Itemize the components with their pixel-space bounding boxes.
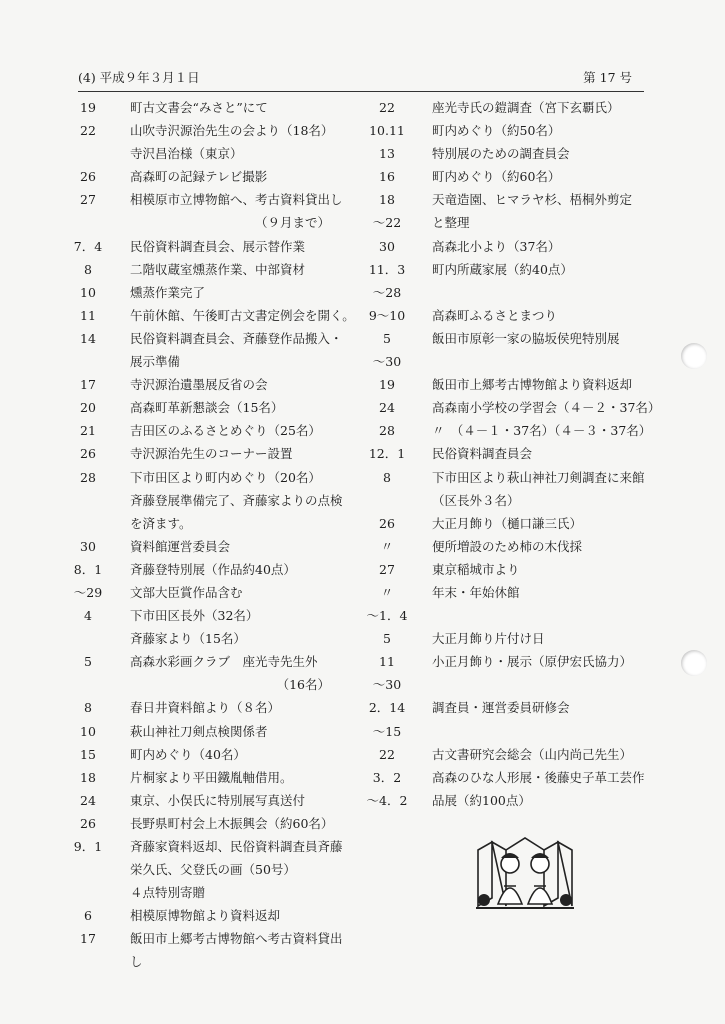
entry-text: 高森町革新懇談会（15名）	[130, 400, 284, 416]
punch-hole	[681, 650, 707, 676]
entry-date: 11．3	[368, 261, 406, 277]
entry-date: 14	[80, 330, 96, 346]
log-entry	[60, 720, 360, 743]
entry-text: 斉藤登特別展（作品約40点）	[130, 561, 296, 577]
entry-text: 寺沢源治先生のコーナー設置	[130, 446, 293, 462]
log-entry	[60, 904, 360, 927]
log-entry	[60, 673, 360, 696]
entry-date: 13	[379, 146, 395, 162]
entry-text: 斉藤登展準備完了、斉藤家よりの点検	[130, 492, 343, 508]
log-entry	[60, 743, 360, 766]
log-entry	[60, 466, 360, 489]
entry-date: 20	[80, 400, 96, 416]
entry-date: 22	[379, 746, 395, 762]
entry-text: 町内めぐり（40名）	[130, 746, 246, 762]
entry-date: 4	[84, 608, 92, 624]
entry-date: 3．2	[372, 769, 402, 785]
punch-hole	[681, 343, 707, 369]
entry-text: 天竜造園、ヒマラヤ杉、梧桐外剪定	[432, 192, 633, 208]
entry-date: ～4．2	[366, 792, 408, 808]
log-entry	[352, 512, 652, 535]
entry-text: と整理	[432, 215, 470, 231]
log-entry	[352, 304, 652, 327]
entry-date: 12．1	[368, 446, 406, 462]
log-entry	[60, 119, 360, 142]
entry-date: 10	[80, 723, 96, 739]
entry-text: 下市田区長外（32名）	[130, 608, 259, 624]
log-entry	[352, 789, 652, 812]
entry-date: 18	[80, 769, 96, 785]
entry-date: 11	[379, 654, 395, 670]
log-entry	[352, 627, 652, 650]
entry-text: 寺沢昌治様（東京）	[130, 146, 243, 162]
right-column-log	[352, 96, 661, 812]
entry-date: ～22	[372, 215, 402, 231]
entry-text: 文部大臣賞作品含む	[130, 584, 243, 600]
entry-text: 飯田市上郷考古博物館へ考古資料貸出	[130, 931, 343, 947]
log-entry	[60, 396, 360, 419]
log-entry	[60, 558, 360, 581]
entry-text: 東京、小俣氏に特別展写真送付	[130, 792, 306, 808]
entry-date: 22	[80, 123, 96, 139]
entry-date: 28	[379, 423, 395, 439]
entry-text: ４点特別寄贈	[130, 885, 206, 901]
entry-date: 19	[379, 377, 395, 393]
entry-text: 古文書研究会総会（山内尚己先生）	[432, 746, 633, 762]
entry-date: 21	[80, 423, 96, 439]
entry-text: 斉藤家資料返却、民俗資料調査員斉藤	[130, 839, 343, 854]
entry-text: 吉田区のふるさとめぐり（25名）	[130, 423, 321, 439]
issue-number: 第 17 号	[583, 70, 632, 85]
entry-text: 相模原市立博物館へ、考古資料貸出し	[130, 192, 343, 208]
log-entry	[352, 350, 652, 373]
entry-text: （16名）	[276, 677, 330, 693]
entry-text: 春日井資料館より（８名）	[130, 700, 281, 716]
page-header	[78, 66, 648, 88]
entry-date: 7．4	[73, 238, 103, 254]
log-entry	[60, 789, 360, 812]
log-entry	[60, 235, 360, 258]
log-entry	[60, 927, 360, 950]
entry-date: 5	[84, 654, 92, 670]
entry-text: 片桐家より平田鐵胤軸借用。	[130, 769, 293, 785]
log-entry	[60, 512, 360, 535]
entry-text: 相模原博物館より資料返却	[130, 908, 281, 924]
log-entry	[352, 581, 652, 604]
log-entry	[352, 327, 652, 350]
log-entry	[60, 604, 360, 627]
log-entry	[60, 581, 360, 604]
entry-date: 6	[84, 908, 92, 924]
entry-date: 8	[84, 700, 92, 716]
log-entry	[352, 535, 652, 558]
entry-text: 長野県町村会上木振興会（約60名）	[130, 815, 334, 831]
entry-text: 下市田区より萩山神社刀剣調査に来館	[432, 469, 645, 485]
log-entry	[352, 373, 652, 396]
entry-text: 町古文書会“みさと”にて	[130, 100, 268, 115]
log-entry	[352, 258, 652, 281]
entry-date: ～29	[73, 584, 103, 600]
log-entry	[352, 720, 652, 743]
log-entry	[352, 235, 652, 258]
entry-date: 〃	[380, 538, 394, 554]
entry-text: 東京稲城市より	[432, 561, 520, 577]
entry-text: 町内めぐり（約60名）	[432, 169, 561, 185]
log-entry	[60, 304, 360, 327]
entry-date: 9．1	[73, 839, 103, 854]
log-entry	[60, 627, 360, 650]
log-entry	[60, 419, 360, 442]
log-entry	[352, 188, 652, 211]
entry-text: 民俗資料調査員会	[432, 446, 533, 462]
entry-text: 展示準備	[130, 354, 181, 370]
log-entry	[352, 165, 652, 188]
log-entry	[352, 743, 652, 766]
entry-date: 24	[379, 400, 395, 416]
log-entry	[60, 858, 360, 881]
header-rule	[78, 91, 644, 92]
log-entry	[60, 835, 360, 858]
entry-date: ～30	[372, 354, 402, 370]
entry-text: 山吹寺沢源治先生の会より（18名）	[130, 123, 334, 139]
log-entry	[352, 142, 652, 165]
log-entry	[60, 650, 360, 673]
entry-text: 燻蒸作業完了	[130, 284, 206, 300]
entry-text: 品展（約100点）	[432, 792, 531, 808]
log-entry	[60, 442, 360, 465]
entry-date: 27	[379, 561, 395, 577]
entry-text: 特別展のための調査員会	[432, 146, 570, 162]
log-entry	[352, 604, 652, 627]
log-entry	[60, 373, 360, 396]
entry-date: 15	[80, 746, 96, 762]
entry-text: 高森のひな人形展・後藤史子革工芸作	[432, 769, 645, 785]
log-entry	[60, 489, 360, 512]
entry-date: 11	[80, 307, 96, 323]
entry-text: 寺沢源治遺墨展反省の会	[130, 377, 268, 393]
entry-text: 飯田市原彰一家の脇坂侯兜特別展	[432, 330, 620, 346]
entry-date: 30	[80, 538, 96, 554]
log-entry	[352, 766, 652, 789]
entry-text: 高森水彩画クラブ 座光寺先生外	[130, 654, 318, 670]
log-entry	[352, 96, 652, 119]
hina-dolls-icon	[470, 828, 580, 910]
log-entry	[60, 327, 360, 350]
entry-text: （９月まで）	[254, 215, 330, 231]
left-column-log	[60, 96, 360, 974]
log-entry	[60, 812, 360, 835]
entry-text: 資料館運営委員会	[130, 538, 231, 554]
log-entry	[60, 165, 360, 188]
log-entry	[352, 466, 652, 489]
log-entry	[352, 673, 652, 696]
entry-date: 22	[379, 100, 395, 115]
log-entry	[60, 96, 360, 119]
entry-date: 24	[80, 792, 96, 808]
entry-text: 便所増設のため柿の木伐採	[432, 538, 583, 554]
log-entry	[352, 211, 652, 234]
log-entry	[352, 696, 652, 719]
entry-text: 午前休館、午後町古文書定例会を開く。	[130, 307, 355, 323]
entry-text: 〃 （４－１・37名）（４－３・37名）	[432, 423, 652, 439]
entry-date: ～15	[372, 723, 402, 739]
log-entry	[352, 489, 652, 512]
entry-date: 10.11	[369, 123, 405, 139]
log-entry	[60, 350, 360, 373]
entry-text: 萩山神社刀剣点検関係者	[130, 723, 268, 739]
entry-text: 高森町の記録テレビ撮影	[130, 169, 268, 185]
entry-date: 26	[80, 815, 96, 831]
entry-date: 19	[80, 100, 96, 115]
entry-text: 町内めぐり（約50名）	[432, 123, 561, 139]
log-entry	[352, 119, 652, 142]
log-entry	[60, 881, 360, 904]
entry-text: 座光寺氏の鎧調査（宮下玄覇氏）	[432, 100, 620, 115]
entry-date: 18	[379, 192, 395, 208]
log-entry	[60, 766, 360, 789]
entry-date: 10	[80, 284, 96, 300]
log-entry	[60, 281, 360, 304]
entry-text: を済ます。	[130, 515, 192, 531]
entry-text: 高森北小より（37名）	[432, 238, 561, 254]
log-entry	[60, 211, 360, 234]
entry-text: 小正月飾り・展示（原伊宏氏協力）	[432, 654, 633, 670]
entry-date: 26	[379, 515, 395, 531]
entry-date: 8	[383, 469, 391, 485]
entry-text: 大正月飾り片付け日	[432, 631, 545, 647]
log-entry	[352, 419, 652, 442]
entry-text: 二階収蔵室燻蒸作業、中部資材	[130, 261, 306, 277]
entry-date: 〃	[380, 584, 394, 600]
log-entry	[60, 696, 360, 719]
entry-date: 5	[383, 631, 391, 647]
entry-text: 栄久氏、父登氏の画（50号）	[130, 862, 296, 878]
entry-date: 26	[80, 169, 96, 185]
entry-text: 斉藤家より（15名）	[130, 631, 246, 647]
log-entry	[352, 281, 652, 304]
entry-date: 28	[80, 469, 96, 485]
entry-date: 30	[379, 238, 395, 254]
log-entry	[352, 558, 652, 581]
entry-text: 年末・年始休館	[432, 584, 520, 600]
entry-text: 飯田市上郷考古博物館より資料返却	[432, 377, 633, 393]
entry-text: し	[130, 954, 143, 970]
entry-date: 8．1	[73, 561, 103, 577]
log-entry	[60, 188, 360, 211]
entry-date: ～30	[372, 677, 402, 693]
entry-text: 民俗資料調査員会、斉藤登作品搬入・	[130, 330, 343, 346]
entry-date: 5	[383, 330, 391, 346]
entry-text: 高森町ふるさとまつり	[432, 307, 558, 323]
entry-date: 27	[80, 192, 96, 208]
log-entry	[60, 535, 360, 558]
entry-text: 下市田区より町内めぐり（20名）	[130, 469, 321, 485]
log-entry	[352, 396, 661, 419]
entry-text: 高森南小学校の学習会（４－２・37名）	[432, 400, 661, 416]
entry-date: 8	[84, 261, 92, 277]
entry-text: 調査員・運営委員研修会	[432, 700, 570, 716]
log-entry	[60, 142, 360, 165]
entry-date: 9～10	[368, 307, 406, 323]
issue-date: (4) 平成９年３月１日	[78, 70, 200, 85]
entry-text: 民俗資料調査員会、展示替作業	[130, 238, 306, 254]
entry-date: 17	[80, 931, 96, 947]
log-entry	[60, 950, 360, 973]
entry-date: 26	[80, 446, 96, 462]
entry-date: ～1．4	[366, 608, 408, 624]
entry-text: 大正月飾り（樋口謙三氏）	[432, 515, 583, 531]
entry-date: 2．14	[368, 700, 406, 716]
log-entry	[352, 442, 652, 465]
entry-date: 16	[379, 169, 395, 185]
entry-date: ～28	[372, 284, 402, 300]
log-entry	[60, 258, 360, 281]
entry-date: 17	[80, 377, 96, 393]
entry-text: 町内所蔵家展（約40点）	[432, 261, 573, 277]
entry-text: （区長外３名）	[432, 492, 520, 508]
log-entry	[352, 650, 652, 673]
